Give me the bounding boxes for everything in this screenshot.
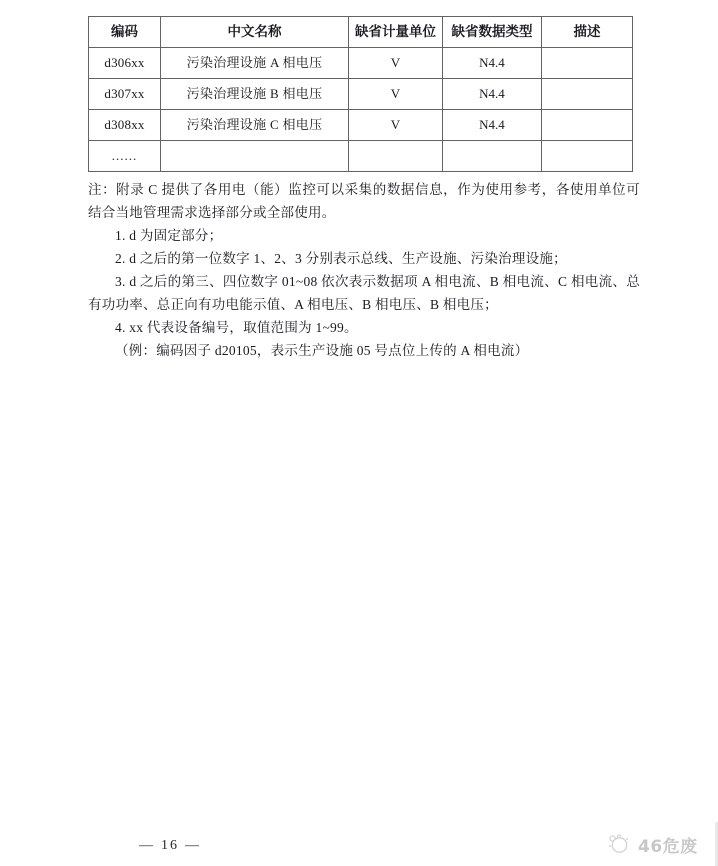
note-item-2: 2. d 之后的第一位数字 1、2、3 分别表示总线、生产设施、污染治理设施； xyxy=(115,251,567,266)
page-footer xyxy=(0,838,340,854)
cell-default-unit xyxy=(349,141,443,172)
table-row xyxy=(89,48,633,79)
footer-dash-right: — xyxy=(185,838,201,853)
cell-default-datatype: N4.4 xyxy=(443,110,542,141)
cell-chinese-name xyxy=(161,141,349,172)
page-number: 16 xyxy=(161,838,179,853)
footer-dash-left: — xyxy=(139,838,155,853)
cell-description xyxy=(542,79,633,110)
cell-code-ellipsis: ...... xyxy=(89,141,161,172)
note-item-4: 4. xx 代表设备编号，取值范围为 1~99。 xyxy=(115,320,358,335)
watermark-label: 46危废 xyxy=(638,836,698,857)
column-header-default-datatype: 缺省数据类型 xyxy=(443,17,542,48)
watermark-badge xyxy=(606,822,718,866)
cell-default-unit: V xyxy=(349,48,443,79)
note-example: （例：编码因子 d20105，表示生产设施 05 号点位上传的 A 相电流） xyxy=(115,343,529,358)
note-item-3: 3. d 之后的第三、四位数字 01~08 依次表示数据项 A 相电流、B 相电流、C 相电流、总有功功率、总正向有功电能示值、A 相电压、B 相电压、B 相电压； xyxy=(88,274,640,312)
cell-chinese-name: 污染治理设施 B 相电压 xyxy=(161,79,349,110)
cell-description xyxy=(542,110,633,141)
column-header-default-unit: 缺省计量单位 xyxy=(349,17,443,48)
cell-code: d308xx xyxy=(89,110,161,141)
cell-description xyxy=(542,141,633,172)
note-item-1: 1. d 为固定部分； xyxy=(115,228,223,243)
notes-block xyxy=(88,178,640,362)
cell-code: d306xx xyxy=(89,48,161,79)
table-body xyxy=(89,48,633,172)
note-lead-paragraph: 注：附录 C 提供了各用电（能）监控可以采集的数据信息，作为使用参考，各使用单位可结合当地管理需求选择部分或全部使用。 xyxy=(88,182,640,220)
cell-default-unit: V xyxy=(349,79,443,110)
table-header-row xyxy=(89,17,633,48)
cell-default-datatype xyxy=(443,141,542,172)
cell-code: d307xx xyxy=(89,79,161,110)
table-header xyxy=(89,17,633,48)
data-code-table xyxy=(88,16,633,172)
table-row xyxy=(89,79,633,110)
table-row xyxy=(89,110,633,141)
column-header-description: 描述 xyxy=(542,17,633,48)
watermark-logo-icon xyxy=(606,831,632,857)
table-row xyxy=(89,141,633,172)
cell-default-datatype: N4.4 xyxy=(443,48,542,79)
column-header-code: 编码 xyxy=(89,17,161,48)
cell-chinese-name: 污染治理设施 C 相电压 xyxy=(161,110,349,141)
cell-chinese-name: 污染治理设施 A 相电压 xyxy=(161,48,349,79)
column-header-chinese-name: 中文名称 xyxy=(161,17,349,48)
cell-default-datatype: N4.4 xyxy=(443,79,542,110)
cell-description xyxy=(542,48,633,79)
cell-default-unit: V xyxy=(349,110,443,141)
